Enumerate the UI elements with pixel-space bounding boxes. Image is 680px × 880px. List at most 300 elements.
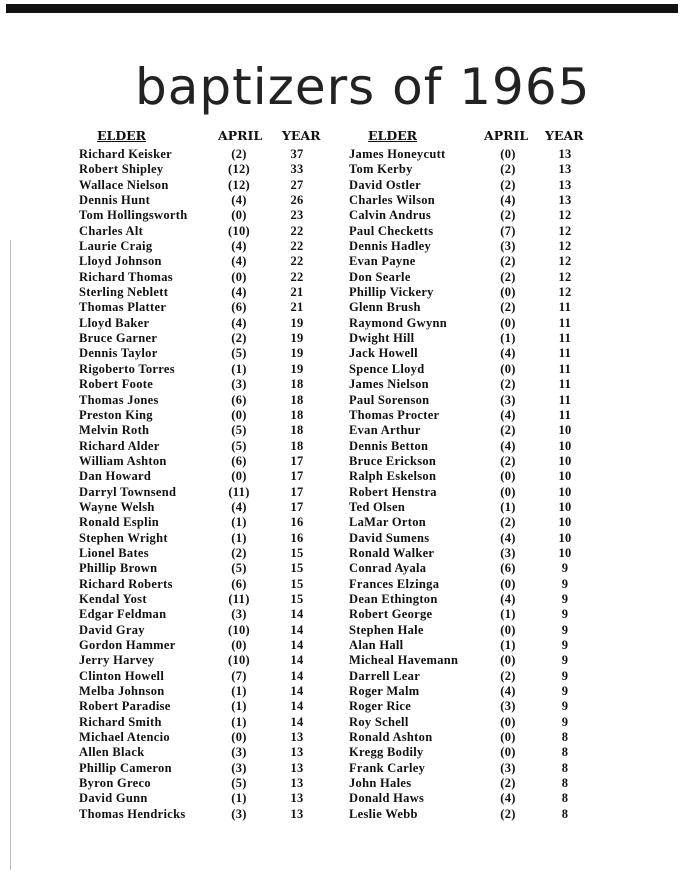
april-cell: (0) — [231, 730, 247, 745]
name-cell: Phillip Vickery — [349, 285, 434, 300]
april-cell: (4) — [231, 285, 247, 300]
table-row — [349, 346, 599, 361]
year-cell: 8 — [561, 806, 569, 821]
table-row — [349, 147, 599, 162]
name-cell: Richard Keisker — [79, 147, 173, 161]
table-row — [349, 607, 599, 622]
april-cell: (4) — [500, 346, 516, 361]
name-cell: Dwight Hill — [349, 331, 415, 346]
right-column — [349, 147, 599, 822]
name-cell: Darryl Townsend — [79, 484, 177, 499]
april-cell: (5) — [231, 346, 247, 361]
left-year-header: YEAR — [282, 128, 321, 143]
right-elder-header: ELDER — [368, 128, 418, 143]
april-cell: (6) — [231, 576, 247, 591]
year-cell: 13 — [558, 193, 572, 208]
name-cell: Dean Ethington — [349, 591, 438, 606]
year-cell: 13 — [558, 147, 572, 161]
table-row — [349, 515, 599, 530]
april-cell: (10) — [227, 653, 251, 668]
april-cell: (3) — [500, 392, 516, 407]
name-cell: Paul Checketts — [349, 223, 434, 238]
name-cell: Melvin Roth — [79, 423, 150, 438]
april-cell: (4) — [231, 499, 247, 514]
name-cell: Gordon Hammer — [79, 638, 176, 652]
table-row — [79, 300, 339, 315]
name-cell: David Gray — [79, 622, 145, 637]
april-cell: (0) — [500, 730, 516, 745]
table-row — [79, 362, 339, 377]
table-row — [79, 331, 339, 346]
year-cell: 12 — [558, 223, 572, 238]
table-row — [79, 270, 339, 285]
name-cell: Thomas Jones — [79, 392, 159, 407]
year-cell: 10 — [558, 469, 572, 484]
year-cell: 9 — [561, 653, 569, 668]
year-cell: 9 — [561, 591, 569, 606]
table-row — [349, 393, 599, 408]
table-row — [79, 730, 339, 745]
name-cell: Preston King — [79, 407, 153, 422]
table-row — [349, 485, 599, 500]
year-cell: 17 — [290, 469, 304, 484]
year-cell: 11 — [558, 300, 572, 315]
table-row — [349, 546, 599, 561]
table-row — [79, 546, 339, 561]
year-cell: 13 — [290, 760, 304, 775]
april-cell: (1) — [500, 607, 516, 622]
name-cell: Robert Shipley — [79, 162, 164, 177]
year-cell: 17 — [290, 484, 304, 499]
name-cell: Roy Schell — [349, 714, 409, 729]
table-row — [349, 300, 599, 315]
year-cell: 26 — [290, 193, 304, 208]
april-cell: (4) — [231, 254, 247, 269]
april-cell: (4) — [500, 407, 516, 422]
year-cell: 8 — [561, 730, 569, 745]
name-cell: William Ashton — [79, 453, 167, 468]
april-cell: (0) — [500, 147, 516, 161]
april-cell: (0) — [231, 407, 247, 422]
year-cell: 21 — [290, 300, 304, 315]
year-cell: 10 — [558, 545, 572, 560]
name-cell: Michael Atencio — [79, 730, 170, 745]
table-row — [79, 807, 339, 822]
left-margin-line — [10, 240, 11, 870]
table-row — [79, 147, 339, 162]
name-cell: Richard Alder — [79, 438, 160, 453]
april-cell: (6) — [231, 453, 247, 468]
april-cell: (3) — [500, 699, 516, 714]
table-row — [79, 699, 339, 714]
april-cell: (0) — [231, 269, 247, 284]
year-cell: 11 — [558, 315, 572, 330]
table-row — [349, 623, 599, 638]
year-cell: 22 — [290, 269, 304, 284]
april-cell: (3) — [231, 806, 247, 821]
name-cell: Richard Roberts — [79, 576, 173, 591]
page-title: baptizers of 1965 — [135, 58, 591, 116]
table-row — [79, 531, 339, 546]
name-cell: Kendal Yost — [79, 591, 147, 606]
april-cell: (4) — [231, 239, 247, 254]
table-row — [79, 500, 339, 515]
name-cell: Byron Greco — [79, 776, 151, 791]
april-cell: (0) — [500, 576, 516, 591]
year-cell: 14 — [290, 684, 304, 699]
table-row — [79, 193, 339, 208]
year-cell: 19 — [290, 346, 304, 361]
year-cell: 10 — [558, 438, 572, 453]
name-cell: LaMar Orton — [349, 515, 427, 530]
table-row — [349, 761, 599, 776]
year-cell: 12 — [558, 208, 572, 223]
name-cell: Stephen Hale — [349, 622, 424, 637]
table-row — [79, 577, 339, 592]
april-cell: (1) — [231, 791, 247, 806]
april-cell: (2) — [231, 147, 247, 161]
name-cell: Donald Haws — [349, 791, 425, 806]
april-cell: (4) — [500, 438, 516, 453]
year-cell: 18 — [290, 438, 304, 453]
table-row — [79, 423, 339, 438]
name-cell: Ronald Ashton — [349, 730, 433, 745]
name-cell: Spence Lloyd — [349, 361, 425, 376]
april-cell: (1) — [231, 515, 247, 530]
year-cell: 13 — [290, 776, 304, 791]
april-cell: (2) — [500, 776, 516, 791]
april-cell: (5) — [231, 776, 247, 791]
name-cell: Ted Olsen — [349, 499, 406, 514]
year-cell: 10 — [558, 484, 572, 499]
year-cell: 11 — [558, 377, 572, 392]
april-cell: (3) — [231, 745, 247, 760]
table-row — [79, 561, 339, 576]
table-row — [79, 377, 339, 392]
year-cell: 8 — [561, 760, 569, 775]
april-cell: (10) — [227, 622, 251, 637]
table-row — [349, 454, 599, 469]
top-border-bar — [6, 4, 678, 13]
table-row — [79, 178, 339, 193]
table-row — [349, 178, 599, 193]
year-cell: 9 — [561, 561, 569, 576]
year-cell: 14 — [290, 622, 304, 637]
april-cell: (3) — [500, 239, 516, 254]
name-cell: Frank Carley — [349, 760, 426, 775]
name-cell: Ronald Walker — [349, 545, 435, 560]
april-cell: (0) — [500, 484, 516, 499]
year-cell: 33 — [290, 162, 304, 177]
left-column — [79, 147, 339, 822]
name-cell: Lloyd Johnson — [79, 254, 162, 269]
table-row — [349, 592, 599, 607]
table-row — [79, 454, 339, 469]
table-row — [79, 254, 339, 269]
name-cell: Jack Howell — [349, 346, 418, 361]
april-cell: (1) — [231, 699, 247, 714]
april-cell: (2) — [500, 806, 516, 821]
april-cell: (12) — [227, 177, 251, 192]
year-cell: 17 — [290, 453, 304, 468]
april-cell: (0) — [231, 469, 247, 484]
year-cell: 16 — [290, 530, 304, 545]
name-cell: Robert Paradise — [79, 699, 171, 714]
name-cell: Sterling Neblett — [79, 285, 169, 300]
name-cell: Jerry Harvey — [79, 653, 155, 668]
year-cell: 12 — [558, 239, 572, 254]
table-row — [79, 776, 339, 791]
table-row — [349, 500, 599, 515]
table-row — [79, 623, 339, 638]
year-cell: 13 — [558, 177, 572, 192]
name-cell: Edgar Feldman — [79, 607, 167, 622]
april-cell: (4) — [500, 684, 516, 699]
april-cell: (4) — [500, 791, 516, 806]
table-row — [349, 469, 599, 484]
table-row — [349, 239, 599, 254]
left-elder-header: ELDER — [97, 128, 147, 143]
name-cell: Lloyd Baker — [79, 315, 150, 330]
year-cell: 9 — [561, 622, 569, 637]
april-cell: (4) — [500, 193, 516, 208]
name-cell: David Gunn — [79, 791, 148, 806]
year-cell: 15 — [290, 561, 304, 576]
table-row — [349, 162, 599, 177]
year-cell: 9 — [561, 607, 569, 622]
year-cell: 10 — [558, 499, 572, 514]
name-cell: Charles Wilson — [349, 193, 436, 208]
year-cell: 9 — [561, 638, 569, 652]
april-cell: (4) — [231, 315, 247, 330]
name-cell: Raymond Gwynn — [349, 315, 448, 330]
name-cell: Thomas Procter — [349, 407, 440, 422]
table-row — [349, 285, 599, 300]
year-cell: 9 — [561, 684, 569, 699]
april-cell: (1) — [231, 714, 247, 729]
year-cell: 14 — [290, 699, 304, 714]
table-row — [349, 791, 599, 806]
table-row — [349, 439, 599, 454]
name-cell: Stephen Wright — [79, 530, 168, 545]
april-cell: (0) — [500, 469, 516, 484]
name-cell: Dennis Taylor — [79, 346, 158, 361]
year-cell: 18 — [290, 392, 304, 407]
april-cell: (2) — [500, 300, 516, 315]
april-cell: (3) — [500, 760, 516, 775]
name-cell: Calvin Andrus — [349, 208, 432, 223]
table-row — [349, 270, 599, 285]
table-row — [79, 408, 339, 423]
april-cell: (5) — [231, 423, 247, 438]
year-cell: 18 — [290, 407, 304, 422]
year-cell: 11 — [558, 407, 572, 422]
table-row — [349, 684, 599, 699]
name-cell: Richard Thomas — [79, 269, 173, 284]
april-cell: (6) — [231, 392, 247, 407]
year-cell: 13 — [558, 162, 572, 177]
april-cell: (2) — [500, 208, 516, 223]
name-cell: Dennis Betton — [349, 438, 429, 453]
table-row — [79, 239, 339, 254]
april-cell: (0) — [231, 208, 247, 223]
table-row — [349, 776, 599, 791]
april-cell: (4) — [500, 530, 516, 545]
year-cell: 14 — [290, 638, 304, 652]
april-cell: (2) — [500, 453, 516, 468]
table-row — [349, 331, 599, 346]
table-row — [79, 316, 339, 331]
table-row — [349, 715, 599, 730]
april-cell: (4) — [500, 591, 516, 606]
year-cell: 15 — [290, 591, 304, 606]
name-cell: Bruce Garner — [79, 331, 158, 346]
name-cell: Charles Alt — [79, 223, 144, 238]
table-row — [349, 638, 599, 653]
april-cell: (5) — [231, 561, 247, 576]
april-cell: (1) — [231, 361, 247, 376]
table-row — [349, 193, 599, 208]
year-cell: 13 — [290, 730, 304, 745]
name-cell: James Honeycutt — [349, 147, 446, 161]
year-cell: 15 — [290, 545, 304, 560]
name-cell: Phillip Brown — [79, 561, 158, 576]
april-cell: (1) — [500, 331, 516, 346]
year-cell: 18 — [290, 377, 304, 392]
table-row — [79, 684, 339, 699]
name-cell: Dennis Hunt — [79, 193, 151, 208]
year-cell: 22 — [290, 239, 304, 254]
table-row — [79, 791, 339, 806]
name-cell: Allen Black — [79, 745, 145, 760]
april-cell: (0) — [500, 714, 516, 729]
name-cell: Paul Sorenson — [349, 392, 430, 407]
table-row — [349, 577, 599, 592]
name-cell: Lionel Bates — [79, 545, 149, 560]
april-cell: (2) — [500, 269, 516, 284]
table-row — [349, 699, 599, 714]
table-row — [79, 469, 339, 484]
table-row — [349, 224, 599, 239]
table-row — [79, 638, 339, 653]
april-cell: (0) — [500, 285, 516, 300]
year-cell: 14 — [290, 607, 304, 622]
april-cell: (1) — [231, 684, 247, 699]
april-cell: (6) — [231, 300, 247, 315]
name-cell: Wallace Nielson — [79, 177, 169, 192]
name-cell: Ralph Eskelson — [349, 469, 437, 484]
name-cell: John Hales — [349, 776, 412, 791]
name-cell: Robert Henstra — [349, 484, 437, 499]
april-cell: (5) — [231, 438, 247, 453]
table-row — [349, 408, 599, 423]
table-row — [349, 653, 599, 668]
table-row — [349, 807, 599, 822]
name-cell: Rigoberto Torres — [79, 361, 175, 376]
year-cell: 23 — [290, 208, 304, 223]
name-cell: Alan Hall — [349, 638, 404, 652]
year-cell: 27 — [290, 177, 304, 192]
april-cell: (3) — [231, 377, 247, 392]
name-cell: Conrad Ayala — [349, 561, 427, 576]
year-cell: 16 — [290, 515, 304, 530]
name-cell: Darrell Lear — [349, 668, 421, 683]
name-cell: Tom Kerby — [349, 162, 413, 177]
table-row — [79, 515, 339, 530]
left-april-header: APRIL — [218, 128, 263, 143]
year-cell: 9 — [561, 668, 569, 683]
table-row — [79, 715, 339, 730]
year-cell: 11 — [558, 392, 572, 407]
table-row — [349, 669, 599, 684]
name-cell: Thomas Platter — [79, 300, 167, 315]
table-row — [79, 592, 339, 607]
year-cell: 13 — [290, 745, 304, 760]
name-cell: James Nielson — [349, 377, 429, 392]
right-april-header: APRIL — [484, 128, 529, 143]
april-cell: (3) — [231, 607, 247, 622]
table-row — [349, 377, 599, 392]
year-cell: 21 — [290, 285, 304, 300]
year-cell: 12 — [558, 254, 572, 269]
table-row — [79, 285, 339, 300]
name-cell: Evan Payne — [349, 254, 416, 269]
april-cell: (10) — [227, 223, 251, 238]
year-cell: 9 — [561, 699, 569, 714]
april-cell: (7) — [500, 223, 516, 238]
april-cell: (2) — [500, 515, 516, 530]
table-row — [79, 745, 339, 760]
name-cell: Wayne Welsh — [79, 499, 155, 514]
name-cell: Tom Hollingsworth — [79, 208, 188, 223]
year-cell: 12 — [558, 285, 572, 300]
april-cell: (0) — [500, 622, 516, 637]
table-row — [349, 561, 599, 576]
year-cell: 10 — [558, 453, 572, 468]
april-cell: (0) — [231, 638, 247, 652]
name-cell: Robert George — [349, 607, 433, 622]
april-cell: (1) — [231, 530, 247, 545]
name-cell: David Ostler — [349, 177, 421, 192]
table-row — [349, 208, 599, 223]
year-cell: 15 — [290, 576, 304, 591]
name-cell: Roger Malm — [349, 684, 420, 699]
table-row — [349, 745, 599, 760]
year-cell: 18 — [290, 423, 304, 438]
year-cell: 37 — [290, 147, 304, 161]
year-cell: 9 — [561, 714, 569, 729]
april-cell: (4) — [231, 193, 247, 208]
year-cell: 22 — [290, 254, 304, 269]
april-cell: (12) — [227, 162, 251, 177]
table-row — [79, 669, 339, 684]
name-cell: Glenn Brush — [349, 300, 421, 315]
year-cell: 9 — [561, 576, 569, 591]
name-cell: Ronald Esplin — [79, 515, 159, 530]
april-cell: (0) — [500, 361, 516, 376]
april-cell: (0) — [500, 653, 516, 668]
name-cell: Dennis Hadley — [349, 239, 432, 254]
table-row — [79, 393, 339, 408]
year-cell: 13 — [290, 791, 304, 806]
april-cell: (3) — [500, 545, 516, 560]
name-cell: Micheal Havemann — [349, 653, 459, 668]
table-row — [79, 224, 339, 239]
april-cell: (2) — [500, 254, 516, 269]
name-cell: Frances Elzinga — [349, 576, 440, 591]
april-cell: (2) — [231, 545, 247, 560]
year-cell: 12 — [558, 269, 572, 284]
